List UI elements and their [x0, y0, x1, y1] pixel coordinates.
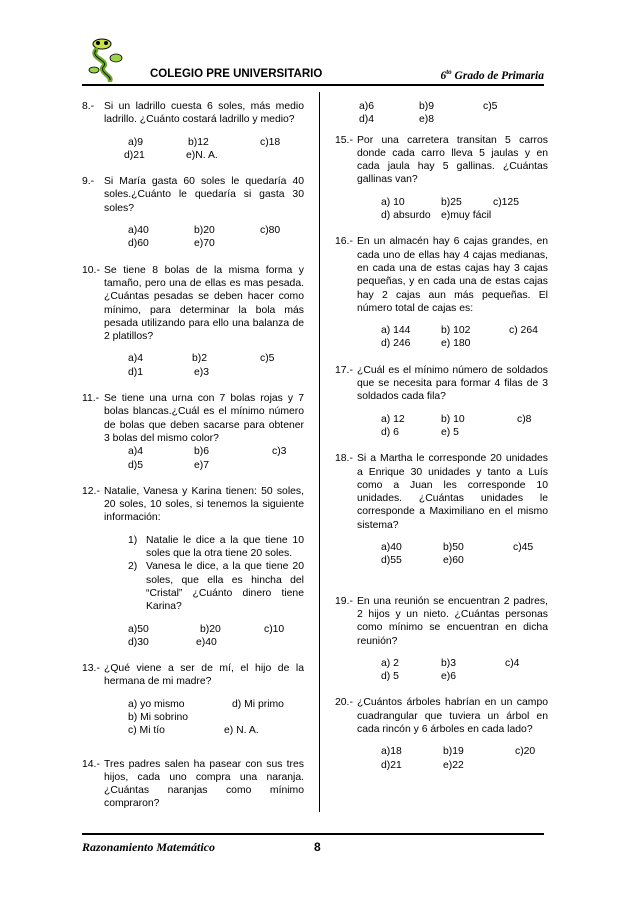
question-12: 12.- Natalie, Vanesa y Karina tienen: 50 soles, 20 soles, 10 soles, si tenemos la siguiente información: 1) Natalie le dice a la que tiene 10 soles que la otra tiene 20 soles. 2) Vanesa le dice, a la que tiene 20 soles, que ella es hincha del “Cristal” ¿Cuánto dinero tiene Karina? a)50 b)20 c)10 d)30 e)40: [82, 485, 304, 648]
question-17: 17.- ¿Cuál es el mínimo número de soldados que se necesita para formar 4 filas de 3 soldados cada fila? a) 12 b) 10 c)8 d) 6 e) 5: [335, 364, 548, 438]
question-text: Tres padres salen ha pasear con sus tres hijos, cada uno compra una naranja. ¿Cuántas naranjas como mínimo compraron?: [104, 758, 304, 810]
options: a)4 b)2 c)5 d)1 e)3: [128, 353, 275, 378]
question-15: 15.- Por una carretera transitan 5 carros donde cada carro lleva 5 jaulas y en cada jaula hay 5 gallinas. ¿Cuántas gallinas van? a) 10 b)25 c)125 d) absurdo e)muy fácil: [335, 134, 548, 222]
question-20: 20.- ¿Cuántos árboles habrían en un campo cuadrangular que tuviera un árbol en cada rincón y 6 árboles en cada lado? a)18 b)19 c)20 d)21 e)22: [335, 697, 548, 771]
clue-item: 2) Vanesa le dice, a la que tiene 20 soles, que ella es hincha del “Cristal” ¿Cuánto dinero tiene Karina?: [128, 561, 304, 613]
question-text: Si a Martha le corresponde 20 unidades a Enrique 30 unidades y tanto a Luís como a Juan les corresponde 10 unidades. ¿Cuántas unidades le corresponde a Maximiliano en el mismo sistema?: [357, 453, 548, 531]
question-16: 16.- En un almacén hay 6 cajas grandes, en cada uno de ellas hay 4 cajas medianas, en cada una de estas cajas hay 3 cajas pequeñas, y en cada una de estas cajas hay 2 cajas aun más pequeñas. El número total de cajas es: a) 144 b) 102 c) 264 d) 246 e) 180: [335, 236, 548, 350]
question-18: 18.- Si a Martha le corresponde 20 unidades a Enrique 30 unidades y tanto a Luís como a Juan les corresponde 10 unidades. ¿Cuántas unidades le corresponde a Maximiliano en el mismo sistema? a)40 b)50 c)45 d)55 e)60: [335, 453, 548, 567]
question-10: 10.- Se tiene 8 bolas de la misma forma y tamaño, pero una de ellas es mas pesada. ¿Cuántas pesadas se deben hacer como mínimo, para determinar la bola más pesada utilizando para ello una balanza de 2 platillos? a)4 b)2 c)5 d)1 e)3: [82, 264, 304, 378]
question-9: 9.- Si María gasta 60 soles le quedaría 40 soles.¿Cuánto le quedaría si gasta 30 soles? a)40 b)20 c)80 d)60 e)70: [82, 176, 304, 250]
options: a)40 b)20 c)80 d)60 e)70: [128, 225, 281, 250]
school-name: COLEGIO PRE UNIVERSITARIO: [150, 68, 323, 80]
options: a)50 b)20 c)10 d)30 e)40: [128, 623, 285, 648]
question-text: En una reunión se encuentran 2 padres, 2 hijos y un nieto. ¿Cuántas personas como mínimo se encuentran en dicha reunión?: [357, 595, 548, 647]
right-column: [335, 100, 548, 772]
question-text: Si María gasta 60 soles le quedaría 40 soles.¿Cuánto le quedaría si gasta 30 soles?: [104, 176, 304, 214]
footer-divider: [82, 833, 544, 835]
column-divider: [319, 92, 320, 812]
options: a) yo mismo d) Mi primo b) Mi sobrino c) Mi tío e) N. A.: [128, 698, 284, 737]
header-divider: [82, 84, 544, 86]
question-text: Natalie, Vanesa y Karina tienen: 50 soles, 20 soles, 10 soles, si tenemos la siguiente información:: [104, 485, 304, 524]
question-text: ¿Cuál es el mínimo número de soldados que se necesita para formar 4 filas de 3 soldados cada fila?: [357, 364, 548, 403]
question-text: Si un ladrillo cuesta 6 soles, más medio ladrillo. ¿Cuánto costará ladrillo y medio?: [104, 101, 304, 126]
question-19: 19.- En una reunión se encuentran 2 padres, 2 hijos y un nieto. ¿Cuántas personas como mínimo se encuentran en dicha reunión? a) 2 b)3 c)4 d) 5 e)6: [335, 595, 548, 683]
left-column: [82, 100, 304, 811]
grade-label: $6^{to}$ Grado de Primaria: [440, 68, 544, 82]
options: a)4 b)6 c)3 d)5 e)7: [128, 446, 287, 471]
options: a) 10 b)25 c)125 d) absurdo e)muy fácil: [381, 196, 519, 222]
clue-list: [104, 534, 304, 614]
question-13: 13.- ¿Qué viene a ser de mí, el hijo de la hermana de mi madre? a) yo mismo d) Mi primo b) Mi sobrino c) Mi tío e) N. A.: [82, 663, 304, 737]
options: a)40 b)50 c)45 d)55 e)60: [381, 542, 534, 567]
question-text: Se tiene una urna con 7 bolas rojas y 7 bolas blancas.¿Cuál es el mínimo número de bolas que deben sacarse para obtener 3 bolas del mismo color?: [104, 393, 304, 444]
question-14-options: a)6 b)9 c)5 d)4 e)8: [359, 101, 498, 126]
question-text: ¿Cuántos árboles habrían en un campo cuadrangular que tuviera un árbol en cada rincón y 6 árboles en cada lado?: [357, 697, 548, 735]
footer-subject: Razonamiento Matemático: [82, 840, 216, 854]
page-number: 8: [314, 840, 321, 854]
question-11: 11.- Se tiene una urna con 7 bolas rojas y 7 bolas blancas.¿Cuál es el mínimo número de bolas que deben sacarse para obtener 3 bolas del mismo color? a)4 b)6 c)3 d)5 e)7: [82, 393, 304, 471]
question-8: 8.- Si un ladrillo cuesta 6 soles, más medio ladrillo. ¿Cuánto costará ladrillo y medio? a)9 b)12 c)18 d)21 e)N. A.: [82, 101, 304, 161]
question-text: Por una carretera transitan 5 carros donde cada carro lleva 5 jaulas y en cada jaula hay 5 gallinas. ¿Cuántas gallinas van?: [357, 134, 548, 186]
question-14: 14.- Tres padres salen ha pasear con sus tres hijos, cada uno compra una naranja. ¿Cuántas naranjas como mínimo compraron?: [82, 758, 304, 810]
options: a) 144 b) 102 c) 264 d) 246 e) 180: [381, 325, 538, 350]
options: a) 12 b) 10 c)8 d) 6 e) 5: [381, 413, 532, 438]
question-text: En un almacén hay 6 cajas grandes, en cada uno de ellas hay 4 cajas medianas, en cada una de estas cajas hay 3 cajas pequeñas, y en cada una de estas cajas hay 2 cajas aun más pequeñas. El número total de cajas es:: [357, 236, 548, 314]
question-text: ¿Qué viene a ser de mí, el hijo de la hermana de mi madre?: [104, 663, 304, 688]
clue-item: 1) Natalie le dice a la que tiene 10 soles que la otra tiene 20 soles.: [128, 534, 304, 560]
options: a)18 b)19 c)20 d)21 e)22: [381, 746, 536, 771]
options: a) 2 b)3 c)4 d) 5 e)6: [381, 657, 520, 683]
school-logo-icon: [86, 34, 132, 82]
question-text: Se tiene 8 bolas de la misma forma y tamaño, pero una de ellas es mas pesada. ¿Cuántas pesadas se deben hacer como mínimo, para determinar la bola más pesada utilizando para ello una balanza de 2 platillos?: [104, 264, 304, 343]
options: a)9 b)12 c)18 d)21 e)N. A.: [124, 136, 281, 161]
